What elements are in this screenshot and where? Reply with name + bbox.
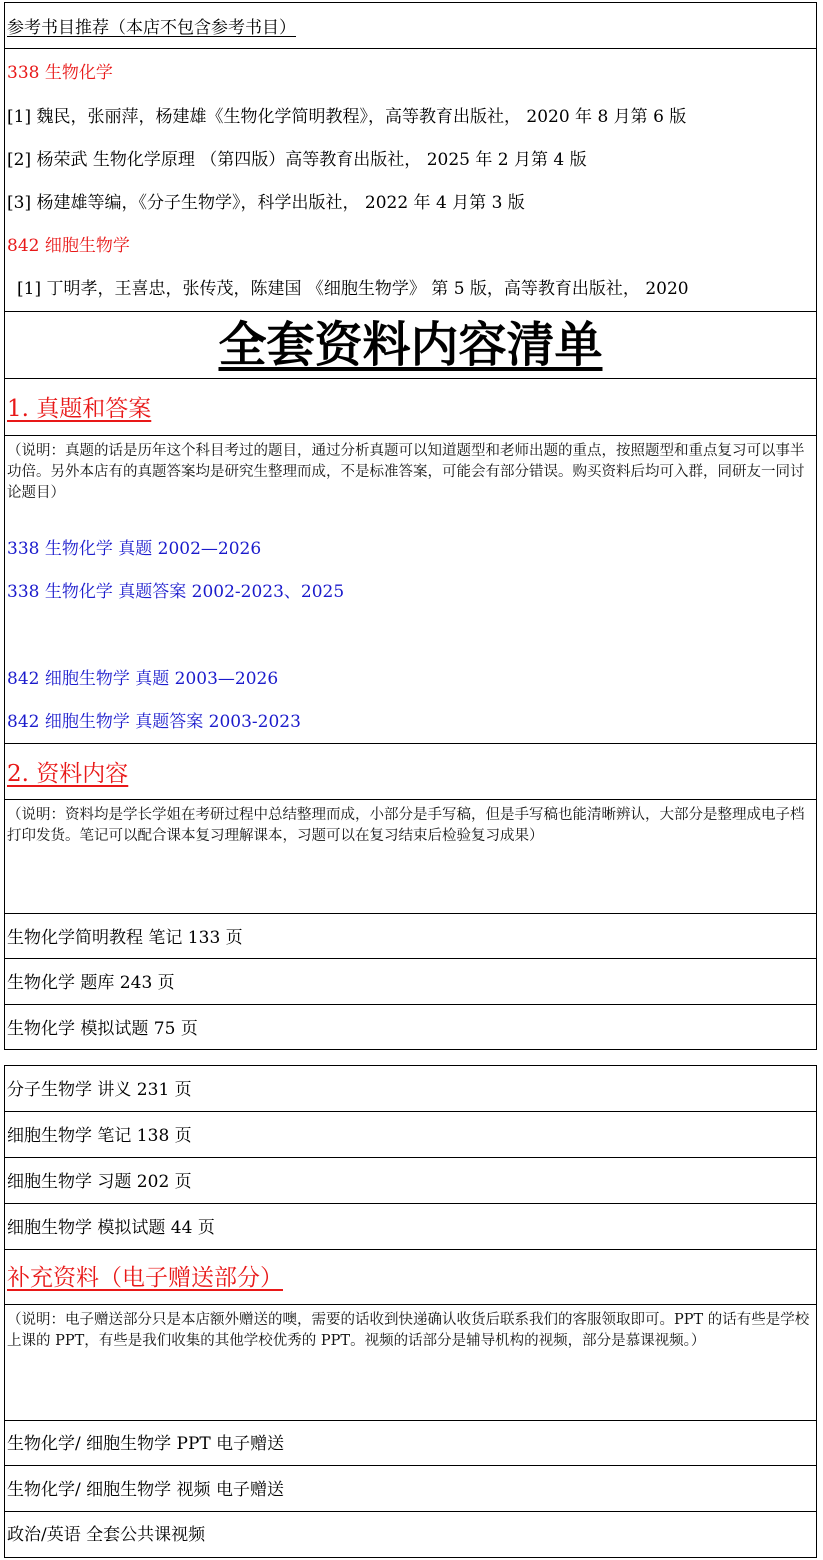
divider (5, 1511, 816, 1512)
material-row: 生物化学 模拟试题 75 页 (7, 1019, 198, 1039)
material-row: 生物化学 题库 243 页 (7, 973, 175, 993)
divider (5, 1304, 816, 1305)
book-ref-2: [2] 杨荣武 生物化学原理 （第四版）高等教育出版社， 2025 年 2 月第 4 版 (7, 150, 587, 170)
exam-item-2: 338 生物化学 真题答案 2002-2023、2025 (7, 582, 345, 602)
section2-note: （说明：资料均是学长学姐在考研过程中总结整理而成，小部分是手写稿，但是手写稿也能清晰辨认，大部分是整理成电子档打印发货。笔记可以配合课本复习理解课本，习题可以在复习结束后检验复习成果） (7, 807, 805, 844)
bonus-row: 生物化学/ 细胞生物学 视频 电子赠送 (7, 1480, 284, 1500)
material-row: 分子生物学 讲义 231 页 (7, 1080, 192, 1100)
page-title: 全套资料内容清单 (218, 317, 603, 373)
section2-heading: 2. 资料内容 (7, 761, 129, 787)
section1-note: （说明：真题的话是历年这个科目考过的题目，通过分析真题可以知道题型和老师出题的重点，按照题型和重点复习可以事半功倍。另外本店有的真题答案均是研究生整理而成，不是标准答案，可能会有部分错误。购买资料后均可入群，同研友一同讨论题目） (7, 443, 805, 501)
divider (5, 48, 816, 49)
divider (5, 378, 816, 379)
exam-item-4: 842 细胞生物学 真题答案 2003-2023 (7, 712, 301, 732)
exam-item-1: 338 生物化学 真题 2002—2026 (7, 539, 262, 559)
refs-header: 参考书目推荐（本店不包含参考书目） (7, 18, 296, 38)
bonus-row: 生物化学/ 细胞生物学 PPT 电子赠送 (7, 1434, 285, 1454)
book-ref-1: [1] 魏民，张丽萍，杨建雄《生物化学简明教程》，高等教育出版社， 2020 年 8 月第 6 版 (7, 107, 687, 127)
divider (5, 1004, 816, 1005)
subject-cellbio-label: 842 细胞生物学 (7, 236, 130, 256)
divider (5, 1465, 816, 1466)
divider (5, 1157, 816, 1158)
divider (5, 958, 816, 959)
divider (5, 435, 816, 436)
divider (5, 913, 816, 914)
divider (5, 743, 816, 744)
divider (5, 1420, 816, 1421)
material-list-upper (4, 2, 817, 1050)
material-row: 细胞生物学 习题 202 页 (7, 1172, 192, 1192)
material-row: 细胞生物学 笔记 138 页 (7, 1126, 192, 1146)
material-list-lower (4, 1065, 817, 1558)
material-row: 生物化学简明教程 笔记 133 页 (7, 928, 243, 948)
book-ref-4: [1] 丁明孝，王喜忠，张传茂，陈建国 《细胞生物学》 第 5 版，高等教育出版社， 2020 (17, 279, 689, 299)
section3-note: （说明：电子赠送部分只是本店额外赠送的噢，需要的话收到快递确认收货后联系我们的客服领取即可。PPT 的话有些是学校上课的 PPT，有些是我们收集的其他学校优秀的 PPT。视频的话部分是辅导机构的视频，部分是慕课视频。） (7, 1312, 810, 1349)
bonus-row: 政治/英语 全套公共课视频 (7, 1525, 206, 1545)
divider (5, 1111, 816, 1112)
divider (5, 1203, 816, 1204)
exam-item-3: 842 细胞生物学 真题 2003—2026 (7, 669, 279, 689)
divider (5, 311, 816, 312)
material-row: 细胞生物学 模拟试题 44 页 (7, 1218, 215, 1238)
section1-heading: 1. 真题和答案 (7, 396, 152, 422)
section3-heading: 补充资料（电子赠送部分） (7, 1265, 283, 1291)
divider (5, 799, 816, 800)
divider (5, 1249, 816, 1250)
book-ref-3: [3] 杨建雄等编，《分子生物学》，科学出版社， 2022 年 4 月第 3 版 (7, 193, 525, 213)
subject-biochem-label: 338 生物化学 (7, 63, 113, 83)
